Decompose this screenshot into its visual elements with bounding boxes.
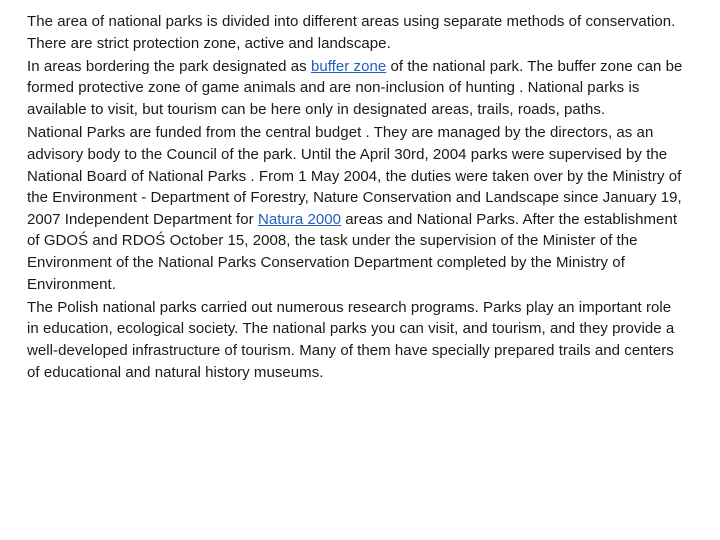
paragraph-text: areas and National Parks. After the establishment of GDOŚ and RDOŚ October 15, 2008, the task under the supervision of the Minister of the Environment of the National Parks Conservation Department completed by the Ministry of Environment. (27, 210, 678, 293)
buffer-zone-link[interactable]: buffer zone (310, 57, 387, 75)
paragraph-text: In areas bordering the park designated as (27, 57, 311, 75)
document-body (27, 11, 687, 385)
paragraph-buffer-zone (27, 56, 687, 121)
paragraph-text: of the national park. The buffer zone can be formed protective zone of game animals and are non-inclusion of hunting . National parks is available to visit, but tourism can be here only in designated areas, trails, roads, paths. (27, 57, 683, 119)
paragraph-funding (27, 122, 687, 295)
paragraph-conservation-zones: The area of national parks is divided into different areas using separate methods of conservation. There are strict protection zone, active and landscape. (27, 13, 676, 52)
paragraph-research: The Polish national parks carried out numerous research programs. Parks play an important role in education, ecological society. The national parks you can visit, and tourism, and they provide a well-developed infrastructure of tourism. Many of them have specially prepared trails and centers of educational and natural history museums. (27, 298, 675, 381)
paragraph-text: National Parks are funded from the central budget . They are managed by the directors, as an advisory body to the Council of the park. Until the April 30rd, 2004 parks were supervised by the National Board of National Parks . From 1 May 2004, the duties were taken over by the Ministry of the Environment - Department of Forestry, Nature Conservation and Landscape since January 19, 2007 Independent Department for (27, 124, 682, 228)
natura-2000-link[interactable]: Natura 2000 (257, 210, 342, 228)
